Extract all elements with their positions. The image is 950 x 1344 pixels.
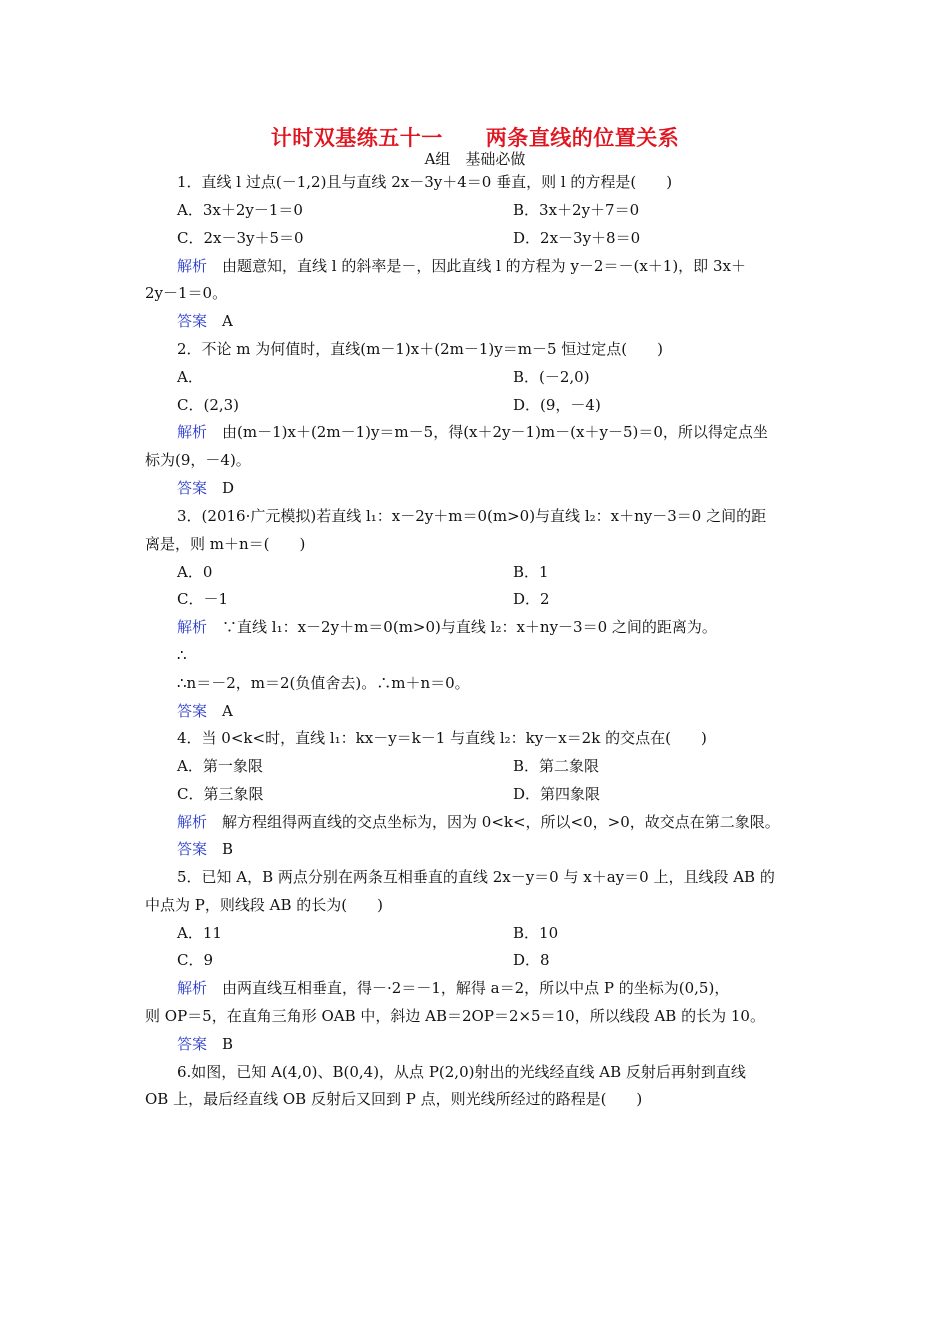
- q5-stem-line-2: 中点为 P，则线段 AB 的长为( ): [145, 896, 383, 914]
- answer-label: 答案: [177, 1035, 208, 1053]
- answer-label: 答案: [177, 312, 208, 330]
- solution-label: 解析: [177, 979, 208, 997]
- q2-option-a: A．: [177, 368, 203, 386]
- q4-solution-line-1: 解析 解方程组得两直线的交点坐标为，因为 0<k<，所以<0，>0，故交点在第二象限。: [177, 813, 780, 831]
- q5-option-b: B．10: [513, 924, 559, 942]
- q3-stem-line-2: 离是，则 m＋n＝( ): [145, 535, 306, 553]
- q5-answer: 答案 B: [177, 1035, 234, 1053]
- q5-solution-line-2: 则 OP＝5，在直角三角形 OAB 中，斜边 AB＝2OP＝2×5＝10，所以线段 AB 的长为 10。: [145, 1007, 765, 1025]
- q2-stem: 2．不论 m 为何值时，直线(m－1)x＋(2m－1)y＝m－5 恒过定点( ): [177, 340, 663, 358]
- q4-option-a: A．第一象限: [177, 757, 263, 775]
- q2-option-b: B．(－2,0): [513, 368, 590, 386]
- q2-option-d: D．(9，－4): [513, 396, 601, 414]
- q1-option-a: A．3x＋2y－1＝0: [177, 201, 303, 219]
- q1-answer: 答案 A: [177, 312, 233, 330]
- q2-option-c: C．(2,3): [177, 396, 240, 414]
- q5-option-c: C．9: [177, 951, 214, 969]
- q1-option-d: D．2x－3y＋8＝0: [513, 229, 641, 247]
- page-title: 计时双基练五十一 两条直线的位置关系: [270, 125, 680, 150]
- q4-option-b: B．第二象限: [513, 757, 600, 775]
- q4-option-c: C．第三象限: [177, 785, 264, 803]
- q3-solution-line-3: ∴n＝－2，m＝2(负值舍去)。∴m＋n＝0。: [177, 674, 470, 692]
- section-subtitle: A组 基础必做: [424, 150, 526, 168]
- q3-solution-line-1: 解析 ∵直线 l₁：x－2y＋m＝0(m>0)与直线 l₂：x＋ny－3＝0 之间的距离为。: [177, 618, 717, 636]
- q4-stem: 4．当 0<k<时，直线 l₁：kx－y＝k－1 与直线 l₂：ky－x＝2k 的交点在( ): [177, 729, 707, 747]
- q3-solution-line-2: ∴: [177, 646, 187, 664]
- solution-label: 解析: [177, 423, 208, 441]
- solution-label: 解析: [177, 813, 208, 831]
- q3-stem-line-1: 3．(2016·广元模拟)若直线 l₁：x－2y＋m＝0(m>0)与直线 l₂：x＋ny－3＝0 之间的距: [177, 507, 767, 525]
- q5-solution-line-1: 解析 由两直线互相垂直，得－·2＝－1，解得 a＝2，所以中点 P 的坐标为(0,5)，: [177, 979, 730, 997]
- q4-option-d: D．第四象限: [513, 785, 601, 803]
- q1-stem: 1．直线 l 过点(－1,2)且与直线 2x－3y＋4＝0 垂直，则 l 的方程是( ): [177, 173, 673, 191]
- q1-solution-line-2: 2y－1＝0。: [145, 284, 228, 302]
- q1-option-b: B．3x＋2y＋7＝0: [513, 201, 640, 219]
- q6-stem-line-1: 6.如图，已知 A(4,0)、B(0,4)，从点 P(2,0)射出的光线经直线 AB 反射后再射到直线: [177, 1063, 746, 1081]
- answer-label: 答案: [177, 479, 208, 497]
- solution-label: 解析: [177, 618, 208, 636]
- q5-option-a: A．11: [177, 924, 222, 942]
- answer-label: 答案: [177, 702, 208, 720]
- q3-option-b: B．1: [513, 563, 549, 581]
- q2-answer: 答案 D: [177, 479, 235, 497]
- q1-option-c: C．2x－3y＋5＝0: [177, 229, 304, 247]
- q5-stem-line-1: 5．已知 A，B 两点分别在两条互相垂直的直线 2x－y＝0 与 x＋ay＝0 上，且线段 AB 的: [177, 868, 775, 886]
- answer-label: 答案: [177, 840, 208, 858]
- q3-answer: 答案 A: [177, 702, 233, 720]
- q1-solution-line-1: 解析 由题意知，直线 l 的斜率是－，因此直线 l 的方程为 y－2＝－(x＋1)，即 3x＋: [177, 257, 746, 275]
- solution-label: 解析: [177, 257, 208, 275]
- q5-option-d: D．8: [513, 951, 550, 969]
- q3-option-a: A．0: [177, 563, 213, 581]
- q3-option-d: D．2: [513, 590, 550, 608]
- q3-option-c: C．－1: [177, 590, 229, 608]
- q2-solution-line-2: 标为(9，－4)。: [145, 451, 251, 469]
- q4-answer: 答案 B: [177, 840, 234, 858]
- q2-solution-line-1: 解析 由(m－1)x＋(2m－1)y＝m－5，得(x＋2y－1)m－(x＋y－5)＝0，所以得定点坐: [177, 423, 768, 441]
- q6-stem-line-2: OB 上，最后经直线 OB 反射后又回到 P 点，则光线所经过的路程是( ): [145, 1090, 643, 1108]
